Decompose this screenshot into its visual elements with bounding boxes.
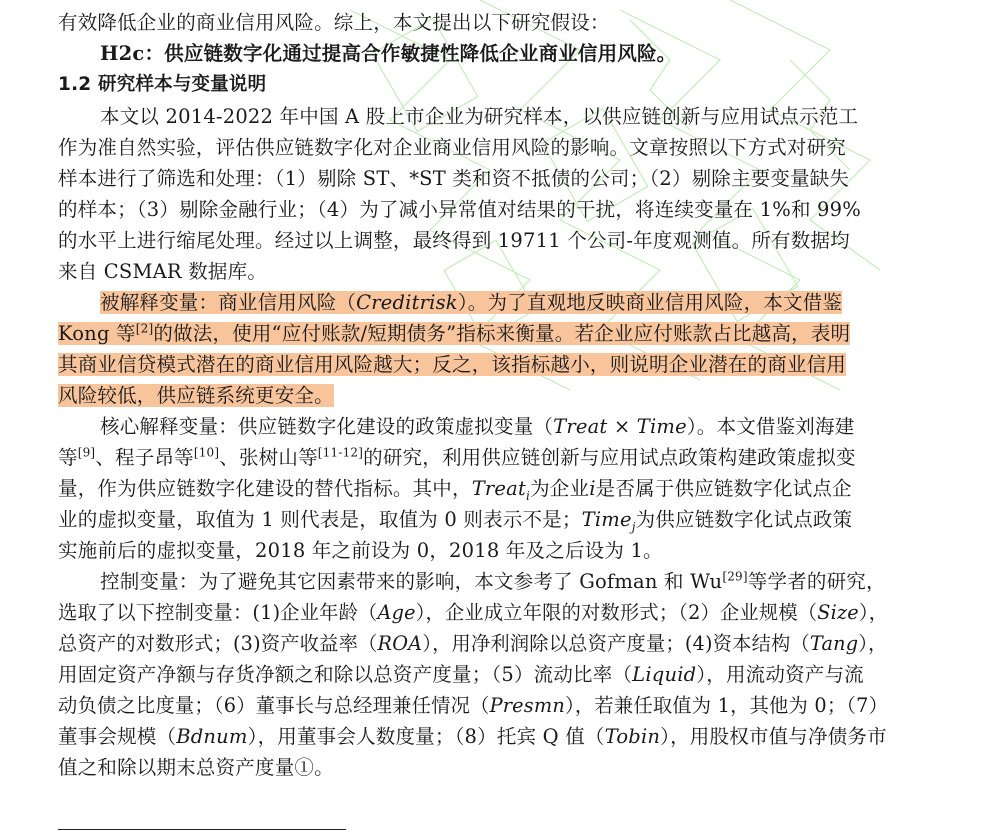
text-line: [58, 694, 888, 718]
text-span: 控制变量：为了避免其它因素带来的影响，本文参考了 Gofman 和 Wu: [100, 570, 723, 593]
variable-name: i: [589, 477, 596, 500]
text-line: [58, 260, 267, 284]
text-span: ），用流动资产与流: [696, 663, 864, 686]
text-line: [58, 229, 850, 253]
text-line: [58, 601, 888, 625]
variable-name: Tobin: [604, 725, 661, 748]
variable-name: Time: [581, 508, 632, 531]
text-line: [58, 11, 610, 35]
text-line: [58, 725, 887, 749]
variable-name: Age: [377, 601, 416, 624]
citation: [9]: [77, 445, 96, 460]
text-span: 本文以 2014-2022 年中国 A 股上市企业为研究样本，以供应链创新与应用试点示范工: [100, 105, 859, 128]
text-line: [58, 508, 852, 532]
text-span: ），用董事会人数度量；（8）托宾 Q 值（: [247, 725, 605, 748]
text-line: [100, 105, 858, 129]
section-heading: [58, 73, 266, 97]
highlight: [58, 322, 850, 345]
text-span: 作为准自然实验，评估供应链数字化对企业商业信用风险的影响。文章按照以下方式对研究: [58, 136, 847, 159]
text-span: 风险较低，供应链系统更安全。: [58, 384, 334, 407]
text-span: 用固定资产净额与存货净额之和除以总资产度量；（5）流动比率（: [58, 663, 633, 686]
highlighted-line: [58, 384, 334, 408]
text-line: [58, 632, 888, 656]
text-span: 等: [58, 446, 78, 469]
citation: [2]: [135, 321, 154, 336]
text-span: 来自 CSMAR 数据库。: [58, 260, 268, 283]
variable-name: Treat × Time: [553, 415, 687, 438]
text-span: 实施前后的虚拟变量，2018 年之前设为 0，2018 年及之后设为 1。: [58, 539, 663, 562]
variable-name: Creditrisk: [356, 291, 458, 314]
highlighted-line: [58, 322, 850, 346]
citation: [10]: [193, 445, 220, 460]
text-span: ），: [858, 632, 888, 655]
variable-name: Bdnum: [176, 725, 248, 748]
text-span: 为企业: [530, 477, 590, 500]
text-span: H2c：供应链数字化通过提高合作敏捷性降低企业商业信用风险。: [100, 42, 677, 65]
text-span: ）。为了直观地反映商业信用风险，本文借鉴: [457, 291, 843, 314]
text-span: 为供应链数字化试点政策: [635, 508, 853, 531]
text-line: [58, 198, 861, 222]
text-span: 等学者的研究，: [747, 570, 886, 593]
text-span: ），若兼任取值为 1，其他为 0；（7）: [565, 694, 889, 717]
text-span: 的研究，利用供应链创新与应用试点政策构建政策虚拟变: [363, 446, 856, 469]
text-span: Kong 等: [58, 322, 136, 345]
text-span: 总资产的对数形式；(3)资产收益率（: [58, 632, 378, 655]
text-span: 样本进行了筛选和处理：（1）剔除 ST、*ST 类和资不抵债的公司；（2）剔除主要变量缺失: [58, 167, 850, 190]
text-span: 动负债之比度量；（6）董事长与总经理兼任情况（: [58, 694, 490, 717]
text-span: ）。本文借鉴刘海建: [686, 415, 855, 438]
text-span: ），用净利润除以总资产度量；(4)资本结构（: [422, 632, 810, 655]
hypothesis-h2c: [100, 42, 676, 66]
text-span: 的做法，使用“应付账款/短期债务”指标来衡量。若企业应付账款占比越高，表明: [153, 322, 851, 345]
text-span: 被解释变量：商业信用风险（: [100, 291, 357, 314]
footnote-separator: [58, 829, 346, 830]
text-line: [58, 136, 846, 160]
variable-name: ROA: [377, 632, 423, 655]
text-line: [58, 756, 334, 780]
text-span: 、张树山等: [219, 446, 318, 469]
text-span: 有效降低企业的商业信用风险。综上，本文提出以下研究假设：: [58, 11, 610, 34]
citation: [11-12]: [317, 445, 364, 460]
text-span: 1.2 研究样本与变量说明: [58, 74, 267, 95]
text-span: 是否属于供应链数字化试点企: [595, 477, 852, 500]
variable-name: Tang: [809, 632, 859, 655]
variable-name: Presmn: [489, 694, 566, 717]
text-line: [58, 663, 864, 687]
highlight: [58, 353, 846, 376]
text-line: [100, 415, 854, 439]
text-span: 值之和除以期末总资产度量①。: [58, 756, 334, 779]
highlight: [58, 384, 334, 407]
citation: [29]: [722, 569, 748, 584]
text-line: [100, 570, 886, 594]
text-span: 核心解释变量：供应链数字化建设的政策虚拟变量（: [100, 415, 554, 438]
text-span: 其商业信贷模式潜在的商业信用风险越大；反之，该指标越小，则说明企业潜在的商业信用: [58, 353, 847, 376]
variable-name: Liquid: [632, 663, 697, 686]
subscript: j: [631, 519, 636, 534]
text-span: 量，作为供应链数字化建设的替代指标。其中，: [58, 477, 472, 500]
text-span: ），用股权市值与净债务市: [660, 725, 887, 748]
text-span: 业的虚拟变量，取值为 1 则代表是，取值为 0 则表示不是；: [58, 508, 582, 531]
text-span: 、程子昂等: [95, 446, 194, 469]
text-span: 的水平上进行缩尾处理。经过以上调整，最终得到 19711 个公司-年度观测值。所有数据均: [58, 229, 850, 252]
text-span: ），企业成立年限的对数形式；（2）企业规模（: [415, 601, 818, 624]
highlighted-line: [100, 291, 842, 315]
text-line: [58, 477, 852, 501]
text-line: [58, 539, 663, 563]
variable-name: Treat: [471, 477, 527, 500]
text-span: 的样本；（3）剔除金融行业；（4）为了减小异常值对结果的干扰，将连续变量在 1%和 99%: [58, 198, 861, 221]
text-line: [58, 446, 856, 470]
highlighted-line: [58, 353, 846, 377]
variable-name: Size: [817, 601, 859, 624]
text-span: 选取了以下控制变量：(1)企业年龄（: [58, 601, 378, 624]
text-span: 董事会规模（: [58, 725, 177, 748]
subscript: i: [526, 488, 531, 503]
highlight: [100, 291, 842, 314]
text-line: [58, 167, 849, 191]
text-span: ），: [858, 601, 889, 624]
